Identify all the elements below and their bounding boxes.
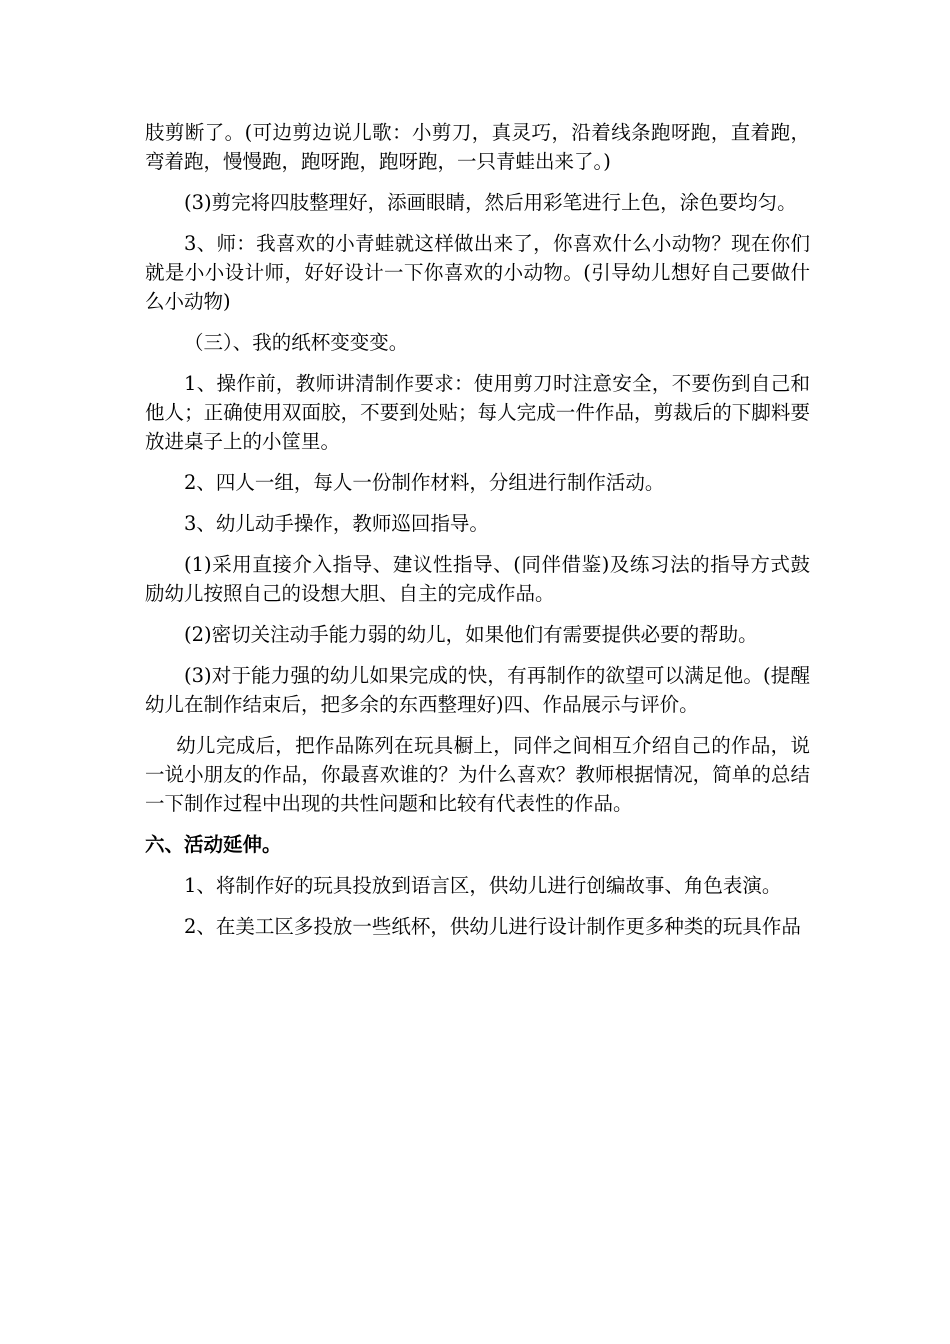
paragraph-guidance-1: (1)采用直接介入指导、建议性指导、(同伴借鉴)及练习法的指导方式鼓励幼儿按照自己的设想大胆、自主的完成作品。 — [145, 553, 810, 605]
paragraph-guidance-2: (2)密切关注动手能力弱的幼儿，如果他们有需要提供必要的帮助。 — [184, 623, 758, 646]
paragraph-guidance-3: (3)对于能力强的幼儿如果完成的快，有再制作的欲望可以满足他。(提醒幼儿在制作结束后，把多余的东西整理好)四、作品展示与评价。 — [145, 664, 810, 716]
paragraph-groups: 2、四人一组，每人一份制作材料，分组进行制作活动。 — [184, 471, 665, 494]
document-body — [145, 118, 810, 953]
paragraph-song: 肢剪断了。(可边剪边说儿歌：小剪刀，真灵巧，沿着线条跑呀跑，直着跑，弯着跑，慢慢跑，跑呀跑，跑呀跑，一只青蛙出来了。) — [145, 121, 810, 173]
paragraph-coloring: (3)剪完将四肢整理好，添画眼睛，然后用彩笔进行上色，涂色要均匀。 — [184, 191, 797, 214]
paragraph-extension-2: 2、在美工区多投放一些纸杯，供幼儿进行设计制作更多种类的玩具作品 — [184, 915, 801, 938]
paragraph-display: 幼儿完成后，把作品陈列在玩具橱上，同伴之间相互介绍自己的作品，说一说小朋友的作品，你最喜欢谁的？为什么喜欢？教师根据情况，简单的总结一下制作过程中出现的共性问题和比较有代表性的作品。 — [145, 734, 810, 815]
paragraph-extension-1: 1、将制作好的玩具投放到语言区，供幼儿进行创编故事、角色表演。 — [184, 874, 782, 897]
paragraph-teacher-frog: 3、师：我喜欢的小青蛙就这样做出来了，你喜欢什么小动物？现在你们就是小小设计师，好好设计一下你喜欢的小动物。(引导幼儿想好自己要做什么小动物) — [145, 232, 810, 313]
paragraph-requirements: 1、操作前，教师讲清制作要求：使用剪刀时注意安全，不要伤到自己和他人；正确使用双面胶，不要到处贴；每人完成一件作品，剪裁后的下脚料要放进桌子上的小筐里。 — [145, 372, 810, 453]
section-title-cup-change: （三）、我的纸杯变变变。 — [184, 331, 409, 354]
paragraph-hands-on: 3、幼儿动手操作，教师巡回指导。 — [184, 512, 489, 535]
heading-activity-extension: 六、活动延伸。 — [145, 833, 282, 856]
